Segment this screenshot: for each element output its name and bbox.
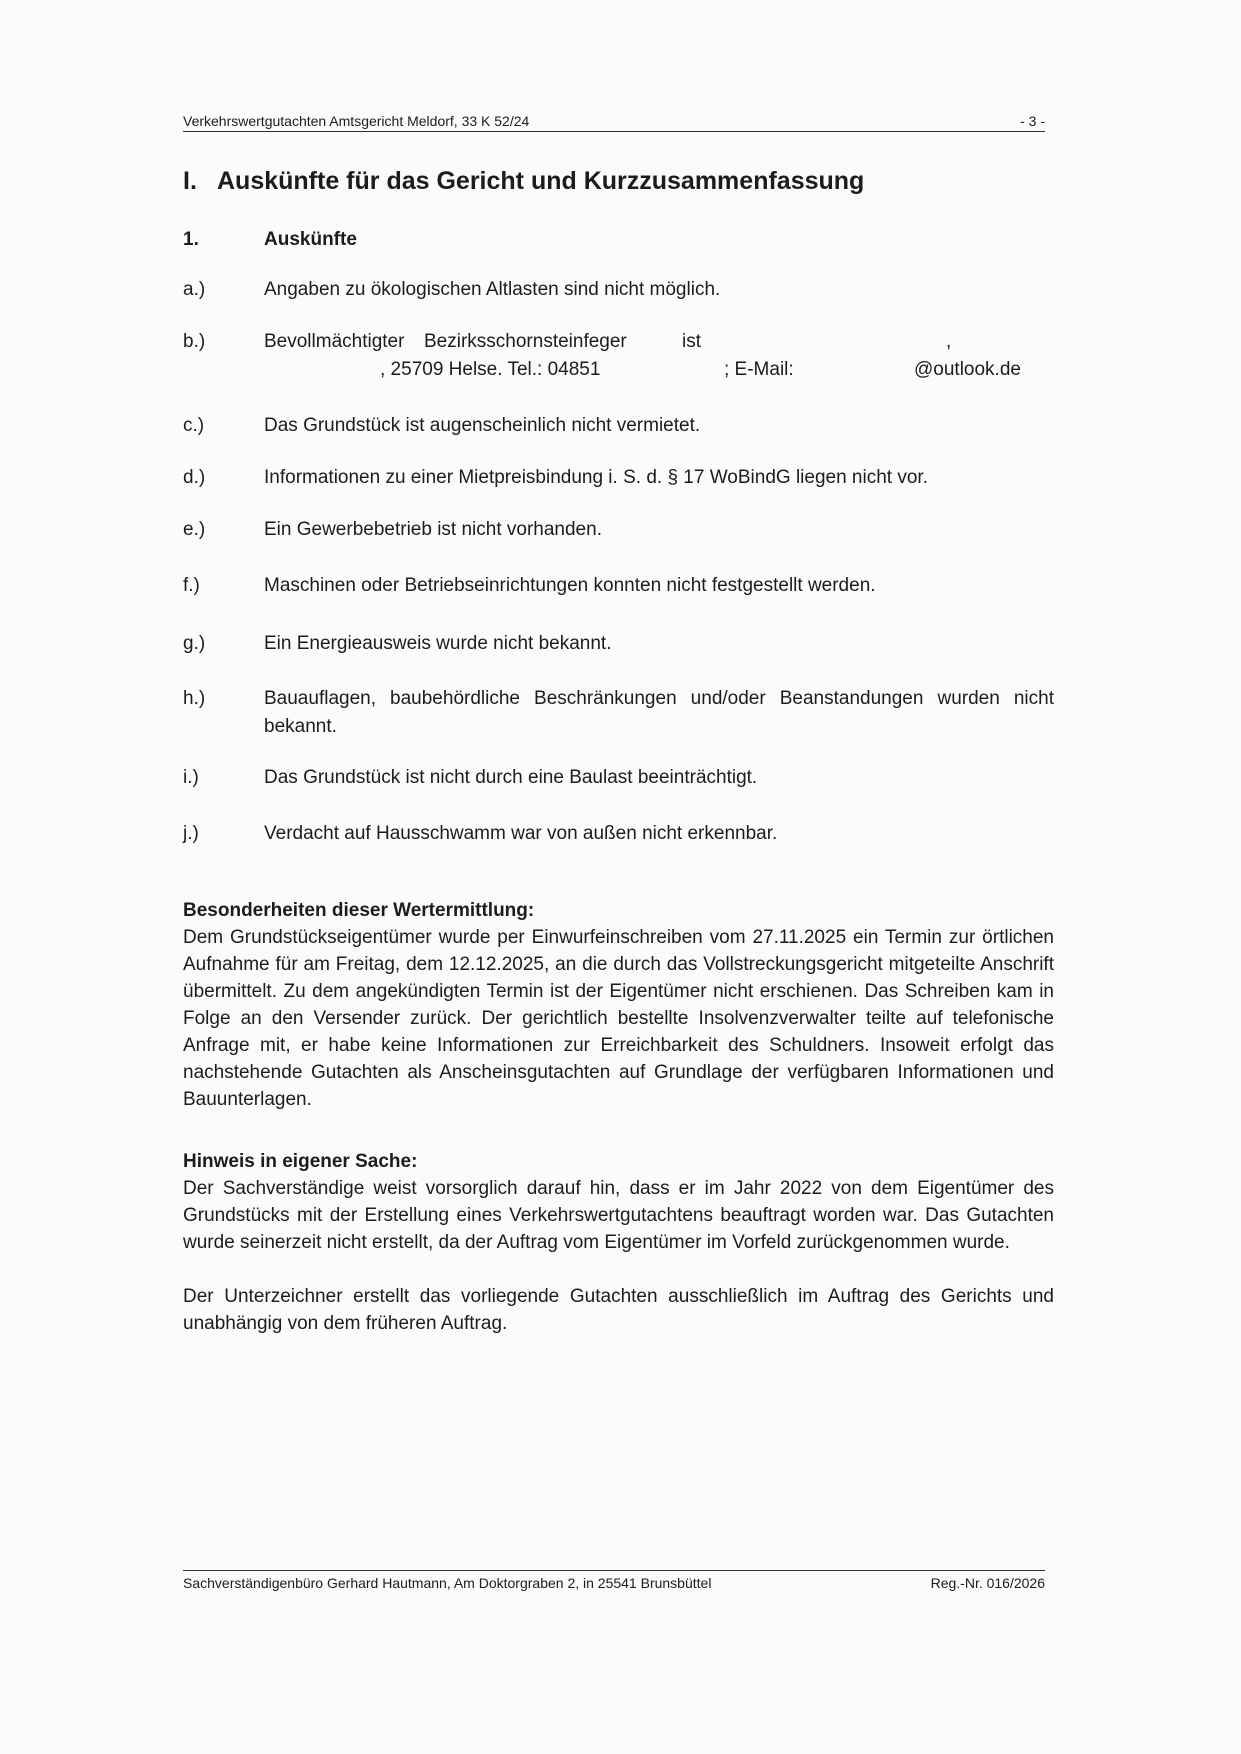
page-number: - 3 - <box>1020 113 1045 129</box>
special-features-section <box>183 897 1054 1113</box>
item-label: j.) <box>183 823 199 844</box>
item-text: Das Grundstück ist augenscheinlich nicht vermietet. <box>264 415 701 436</box>
item-label: a.) <box>183 279 206 300</box>
item-label: i.) <box>183 767 199 788</box>
item-text: Das Grundstück ist nicht durch eine Baulast beeinträchtigt. <box>264 767 758 788</box>
note-section <box>183 1148 1054 1337</box>
subsection-title: Auskünfte <box>264 229 357 250</box>
item-label: e.) <box>183 519 206 540</box>
office-address: Sachverständigenbüro Gerhard Hautmann, Am Doktorgraben 2, in 25541 Brunsbüttel <box>183 1575 712 1591</box>
chimney-sweep-line <box>264 328 1039 356</box>
item-text: Ein Energieausweis wurde nicht bekannt. <box>264 633 612 654</box>
note-heading: Hinweis in eigener Sache: <box>183 1151 418 1172</box>
item-label: g.) <box>183 633 206 654</box>
case-reference: Verkehrswertgutachten Amtsgericht Meldorf, 33 K 52/24 <box>183 113 530 129</box>
special-features-text: Dem Grundstückseigentümer wurde per Einwurfeinschreiben vom 27.11.2025 ein Termin zur örtlichen Aufnahme für am Freitag, dem 12.12.2025, an die durch das Vollstreckungsgericht mitgeteilte Anschrift übermittelt. Zu dem angekündigten Termin ist der Eigentümer nicht erschienen. Das Schreiben kam in Folge an den Versender zurück. Der gerichtlich bestellte Insolvenzverwalter teilte auf telefonische Anfrage mit, er habe keine Informationen zur Erreichbarkeit des Schuldners. Insoweit erfolgt das nachstehende Gutachten als Anscheinsgutachten auf Grundlage der verfügbaren Informationen und Bauunterlagen. <box>183 927 1054 1110</box>
section-number: I. <box>183 167 197 195</box>
chimney-sweep-text-1: Bevollmächtigter <box>264 331 405 352</box>
special-features-heading: Besonderheiten dieser Wertermittlung: <box>183 900 535 921</box>
email-domain: @outlook.de <box>914 359 1021 380</box>
note-text-2: Der Unterzeichner erstellt das vorliegende Gutachten ausschließlich im Auftrag des Gerichts und unabhängig von dem früheren Auftrag. <box>183 1286 1054 1334</box>
item-text: Angaben zu ökologischen Altlasten sind nicht möglich. <box>264 279 721 300</box>
item-text: Bauauflagen, baubehördliche Beschränkungen und/oder Beanstandungen wurden nicht bekannt. <box>264 688 1054 737</box>
email-label: ; E-Mail: <box>724 359 794 380</box>
running-header <box>183 112 1045 132</box>
subsection-number: 1. <box>183 229 199 250</box>
chimney-sweep-address-phone: , 25709 Helse. Tel.: 04851 <box>380 359 601 380</box>
item-text: Verdacht auf Hausschwamm war von außen nicht erkennbar. <box>264 823 778 844</box>
item-text: Informationen zu einer Mietpreisbindung i. S. d. § 17 WoBindG liegen nicht vor. <box>264 467 928 488</box>
item-label: h.) <box>183 688 206 709</box>
note-text: Der Sachverständige weist vorsorglich darauf hin, dass er im Jahr 2022 von dem Eigentümer des Grundstücks mit der Erstellung eines Verkehrswertgutachtens beauftragt worden war. Das Gutachten wurde seinerzeit nicht erstellt, da der Auftrag vom Eigentümer im Vorfeld zurückgenommen wurde. <box>183 1178 1054 1253</box>
chimney-sweep-text-3: ist <box>682 331 701 352</box>
item-label: c.) <box>183 415 205 436</box>
item-text: Maschinen oder Betriebseinrichtungen konnten nicht festgestellt werden. <box>264 575 876 596</box>
item-text: Ein Gewerbebetrieb ist nicht vorhanden. <box>264 519 602 540</box>
item-label: d.) <box>183 467 206 488</box>
section-title: Auskünfte für das Gericht und Kurzzusammenfassung <box>217 167 865 195</box>
section-heading <box>183 165 864 197</box>
item-label: f.) <box>183 575 200 596</box>
item-label: b.) <box>183 331 206 352</box>
chimney-sweep-text-2: Bezirksschornsteinfeger <box>424 331 627 352</box>
chimney-sweep-text-4: , <box>946 331 952 352</box>
registration-number: Reg.-Nr. 016/2026 <box>930 1575 1045 1591</box>
page-footer <box>183 1570 1045 1594</box>
chimney-sweep-contact-line <box>264 356 1039 384</box>
